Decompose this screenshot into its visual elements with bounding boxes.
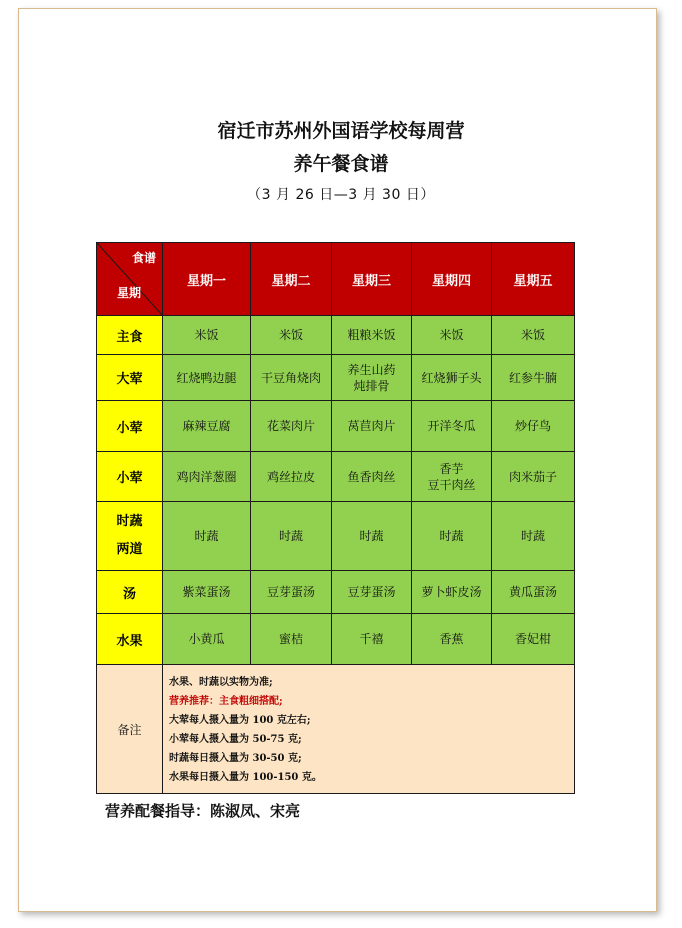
menu-cell: 时蔬	[332, 502, 412, 571]
menu-cell: 萝卜虾皮汤	[412, 571, 492, 614]
menu-cell: 豆芽蛋汤	[251, 571, 332, 614]
menu-cell: 花菜肉片	[251, 401, 332, 452]
note-line: 时蔬每日摄入量为 30-50 克;	[169, 753, 302, 764]
menu-cell: 米饭	[412, 316, 492, 355]
table-row	[97, 571, 575, 614]
menu-cell: 蜜桔	[251, 614, 332, 665]
nutrition-guide-credit: 营养配餐指导：陈淑凤、宋亮	[105, 802, 301, 820]
menu-cell: 千禧	[332, 614, 412, 665]
menu-cell: 干豆角烧肉	[251, 355, 332, 401]
menu-cell: 米饭	[163, 316, 251, 355]
menu-cell: 紫菜蛋汤	[163, 571, 251, 614]
corner-label-menu: 食谱	[131, 251, 156, 265]
day-header-3: 星期三	[332, 243, 412, 316]
title-line-1: 宿迁市苏州外国语学校每周营	[217, 120, 465, 142]
note-line-highlight: 营养推荐：主食粗细搭配;	[169, 696, 283, 707]
date-range: （3 月 26 日—3 月 30 日）	[247, 187, 435, 203]
menu-cell: 豆芽蛋汤	[332, 571, 412, 614]
menu-cell: 莴苣肉片	[332, 401, 412, 452]
menu-cell: 时蔬	[163, 502, 251, 571]
table-row	[97, 614, 575, 665]
note-line: 水果、时蔬以实物为准;	[169, 677, 273, 688]
table-row	[97, 355, 575, 401]
menu-table	[96, 242, 575, 794]
table-row	[97, 316, 575, 355]
menu-cell: 香蕉	[412, 614, 492, 665]
menu-cell: 时蔬	[251, 502, 332, 571]
menu-cell: 开洋冬瓜	[412, 401, 492, 452]
menu-cell: 粗粮米饭	[332, 316, 412, 355]
row-label-main-meat: 大荤	[97, 355, 163, 401]
day-header-5: 星期五	[492, 243, 575, 316]
menu-cell: 肉米茄子	[492, 452, 575, 502]
menu-cell: 时蔬	[492, 502, 575, 571]
notes-body	[163, 665, 575, 794]
notes-label: 备注	[97, 665, 163, 794]
menu-cell: 红烧狮子头	[412, 355, 492, 401]
row-label-vegetables: 时蔬 两道	[97, 502, 163, 571]
menu-cell: 红参牛腩	[492, 355, 575, 401]
menu-cell: 香妃柑	[492, 614, 575, 665]
menu-cell: 米饭	[492, 316, 575, 355]
day-header-2: 星期二	[251, 243, 332, 316]
table-row	[97, 452, 575, 502]
row-label-fruit: 水果	[97, 614, 163, 665]
table-corner-cell	[97, 243, 163, 316]
menu-cell: 养生山药 炖排骨	[332, 355, 412, 401]
table-row	[97, 502, 575, 571]
note-line: 水果每日摄入量为 100-150 克。	[169, 772, 322, 783]
note-line: 小荤每人摄入量为 50-75 克;	[169, 734, 302, 745]
menu-cell: 米饭	[251, 316, 332, 355]
menu-cell: 麻辣豆腐	[163, 401, 251, 452]
menu-cell: 炒仔鸟	[492, 401, 575, 452]
title-line-2: 养午餐食谱	[293, 153, 389, 175]
row-label-soup: 汤	[97, 571, 163, 614]
corner-label-weekday: 星期	[117, 286, 142, 300]
table-row	[97, 401, 575, 452]
menu-cell: 鱼香肉丝	[332, 452, 412, 502]
row-label-side-meat-2: 小荤	[97, 452, 163, 502]
row-label-side-meat: 小荤	[97, 401, 163, 452]
menu-cell: 时蔬	[412, 502, 492, 571]
row-label-staple: 主食	[97, 316, 163, 355]
notes-row	[97, 665, 575, 794]
menu-cell: 鸡肉洋葱圈	[163, 452, 251, 502]
menu-cell: 鸡丝拉皮	[251, 452, 332, 502]
day-header-4: 星期四	[412, 243, 492, 316]
menu-cell: 黄瓜蛋汤	[492, 571, 575, 614]
note-line: 大荤每人摄入量为 100 克左右;	[169, 715, 311, 726]
day-header-1: 星期一	[163, 243, 251, 316]
menu-cell: 小黄瓜	[163, 614, 251, 665]
menu-cell: 红烧鸭边腿	[163, 355, 251, 401]
menu-cell: 香芋 豆干肉丝	[412, 452, 492, 502]
